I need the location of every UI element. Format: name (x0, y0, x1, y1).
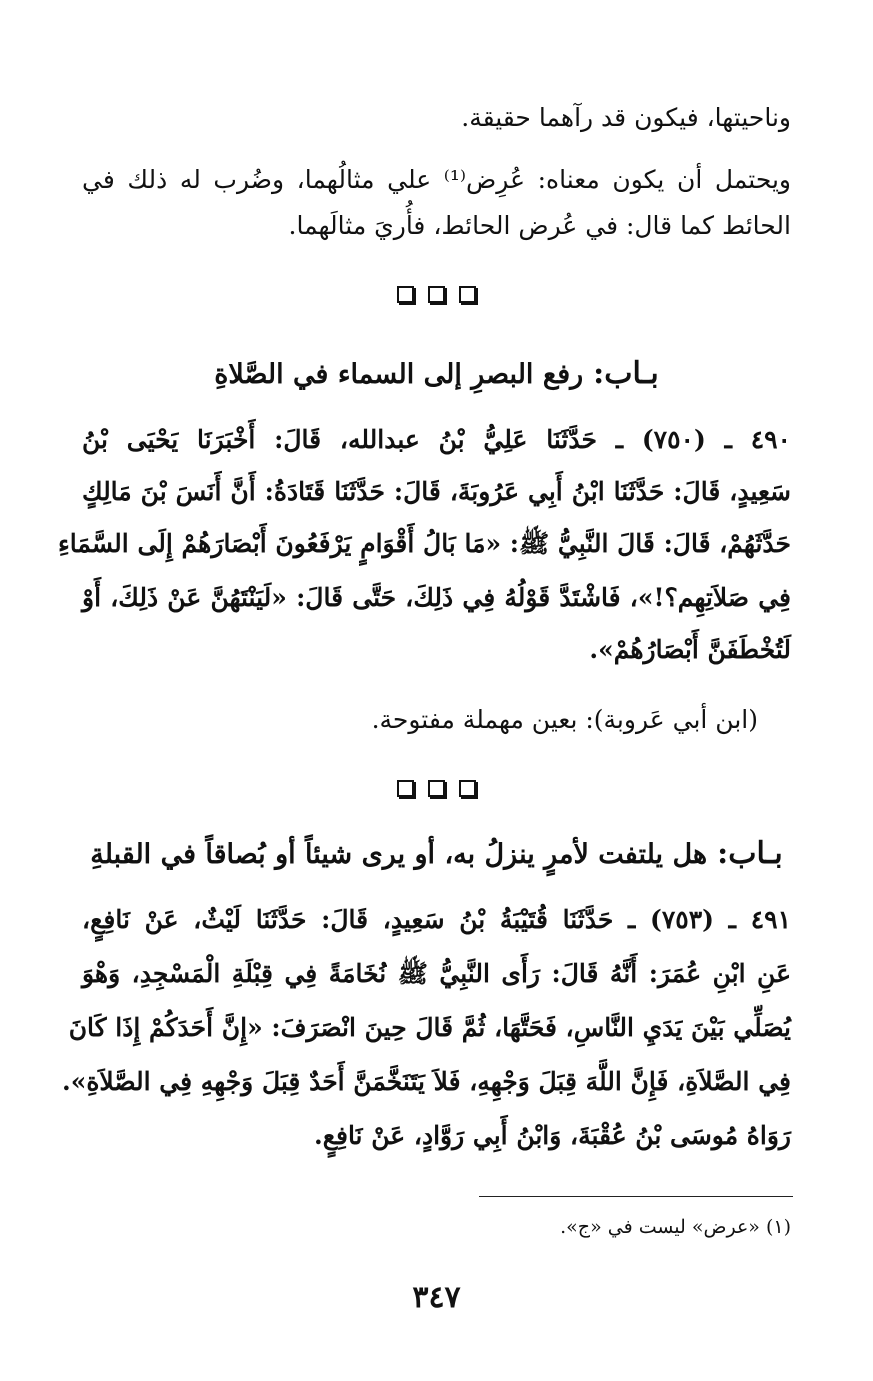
section-divider (0, 286, 873, 303)
footnote: (١) «عرض» ليست في «ج». (560, 1216, 791, 1238)
hadith-490-line-5: لَتُخْطَفَنَّ أَبْصَارُهُمْ». (589, 635, 791, 664)
chapter-title: رفع البصرِ إلى السماء في الصَّلاةِ (214, 359, 584, 390)
hadith-490-line-2: سَعِيدٍ، قَالَ: حَدَّثَنَا ابْنُ أَبِي عَرُوبَةَ، قَالَ: حَدَّثَنَا قَتَادَةُ: أَنَّ أَنَسَ بْنَ مَالِكٍ (82, 477, 791, 506)
hadith-491-line-3: يُصَلِّي بَيْنَ يَدَيِ النَّاسِ، فَحَتَّهَا، ثُمَّ قَالَ حِينَ انْصَرَفَ: «إِنَّ أَحَدَكُمْ إِذَا كَانَ (68, 1013, 791, 1042)
hadith-491-line-1: ٤٩١ ـ (٧٥٣) ـ حَدَّثَنَا قُتَيْبَةُ بْنُ سَعِيدٍ، قَالَ: حَدَّثَنَا لَيْثٌ، عَنْ نَافِعٍ، (82, 905, 792, 934)
hadith-491-line-4: فِي الصَّلاَةِ، فَإِنَّ اللَّهَ قِبَلَ وَجْهِهِ، فَلاَ يَتَنَخَّمَنَّ أَحَدٌ قِبَلَ وَجْهِهِ فِي الصَّلاَةِ». (62, 1067, 791, 1096)
intro-line-2: ويحتمل أن يكون معناه: عُرِض⁽¹⁾ علي مثالُهما، وضُرب له ذلك في (82, 165, 791, 194)
intro-line-1: وناحيتها، فيكون قد رآهما حقيقة. (461, 103, 791, 132)
chapter-title: هل يلتفت لأمرٍ ينزلُ به، أو يرى شيئاً أو بُصاقاً في القبلةِ (90, 839, 708, 870)
hadith-490-line-1: ٤٩٠ ـ (٧٥٠) ـ حَدَّثَنَا عَلِيُّ بْنُ عبدالله، قَالَ: أَخْبَرَنَا يَحْيَى بْنُ (82, 425, 791, 454)
hadith-490-note: (ابن أبي عَروبة): بعين مهملة مفتوحة. (371, 705, 758, 734)
divider-square-icon (428, 780, 445, 797)
intro-line-3: الحائط كما قال: في عُرض الحائط، فأُريَ مثالَهما. (288, 211, 791, 240)
divider-square-icon (459, 286, 476, 303)
section-divider (0, 780, 873, 797)
chapter-heading (0, 832, 873, 877)
chapter-heading (0, 352, 873, 397)
hadith-491-line-2: عَنِ ابْنِ عُمَرَ: أَنَّهُ قَالَ: رَأَى النَّبِيُّ ﷺ نُخَامَةً فِي قِبْلَةِ الْمَسْجِدِ، وَهْوَ (82, 959, 791, 988)
page-number: ٣٤٧ (412, 1280, 461, 1315)
divider-square-icon (428, 286, 445, 303)
chapter-label: بـاب: (593, 356, 659, 391)
hadith-491-line-5: رَوَاهُ مُوسَى بْنُ عُقْبَةَ، وَابْنُ أَبِي رَوَّادٍ، عَنْ نَافِعٍ. (313, 1121, 791, 1150)
divider-square-icon (459, 780, 476, 797)
divider-square-icon (397, 286, 414, 303)
divider-square-icon (397, 780, 414, 797)
hadith-490-line-4: فِي صَلاَتِهِم؟!»، فَاشْتَدَّ قَوْلُهُ فِي ذَلِكَ، حَتَّى قَالَ: «لَيَنْتَهُنَّ عَنْ ذَلِكَ، أَوْ (82, 583, 791, 612)
footnote-separator (479, 1196, 793, 1197)
hadith-490-line-3: حَدَّثَهُمْ، قَالَ: قَالَ النَّبِيُّ ﷺ: «مَا بَالُ أَقْوَامٍ يَرْفَعُونَ أَبْصَارَهُمْ إِلَى السَّمَاءِ (58, 529, 791, 558)
chapter-label: بـاب: (717, 836, 783, 871)
